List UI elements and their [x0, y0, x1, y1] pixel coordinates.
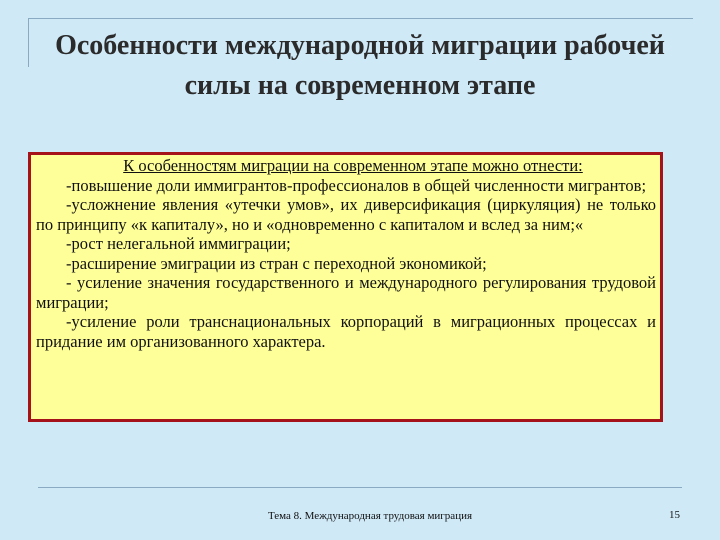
list-item: -рост нелегальной иммиграции;	[66, 234, 291, 253]
list-item: -усиление роли транснациональных корпораций в миграционных процессах и придание им организованного характера.	[36, 312, 656, 351]
list-item: - усиление значения государственного и международного регулирования трудовой миграции;	[36, 273, 656, 312]
list-item: -расширение эмиграции из стран с переходной экономикой;	[66, 253, 487, 273]
list-item: -усложнение явления «утечки умов», их диверсификация (циркуляция) не только по принципу «к капиталу», но и «одновременно с капиталом и вслед за ним;«	[36, 195, 656, 234]
intro-text: К особенностям миграции на современном этапе можно отнести:	[123, 156, 583, 175]
footer-topic: Тема 8. Международная трудовая миграция	[267, 510, 473, 522]
list-item: -повышение доли иммигрантов-профессионалов в общей численности мигрантов;	[66, 175, 647, 195]
footer-divider	[38, 487, 682, 488]
slide-title: Особенности международной миграции рабочей силы на современном этапе	[55, 30, 665, 101]
page-number: 15	[669, 509, 680, 521]
content-box	[28, 152, 663, 422]
